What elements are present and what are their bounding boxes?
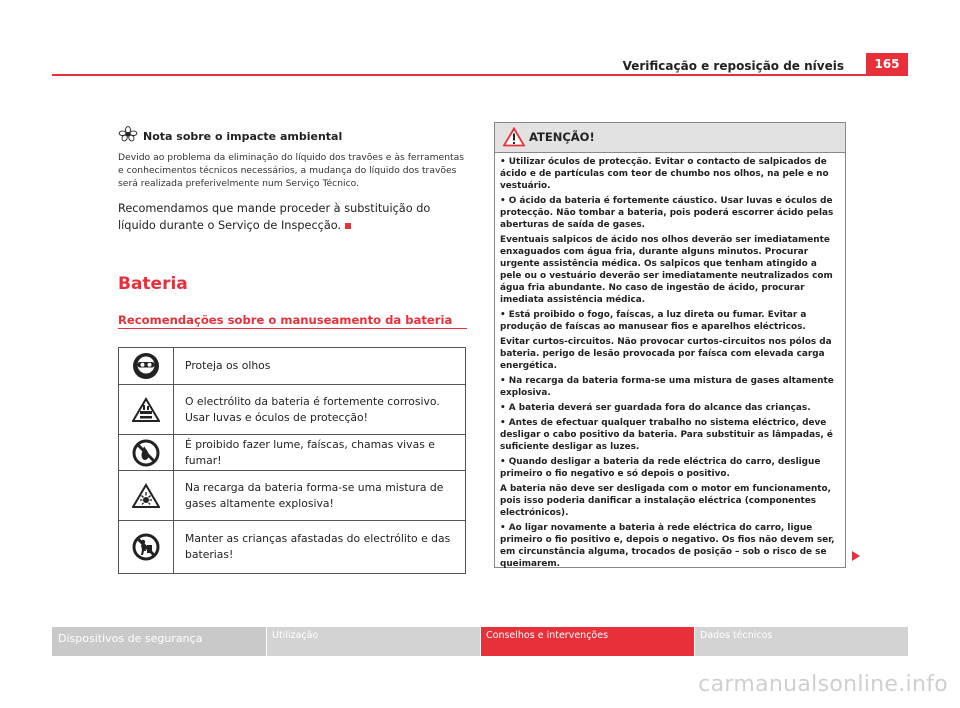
symbol-description: Proteja os olhos <box>185 359 271 372</box>
table-row <box>119 384 465 434</box>
no-fire-icon <box>132 439 160 467</box>
watermark: carmanualsonline.info <box>698 672 948 697</box>
symbol-cell <box>119 521 174 573</box>
warning-paragraph: • Quando desligar a bateria da rede eléctrica do carro, desligue primeiro o fio negativo e só depois o positivo. <box>500 457 821 479</box>
section-subtitle: Recomendações sobre o manuseamento da bateria <box>118 313 453 327</box>
page-header-title: Verificação e reposição de níveis <box>622 59 844 73</box>
symbol-cell <box>119 471 174 520</box>
table-row <box>119 520 465 573</box>
page-number: 165 <box>866 53 908 76</box>
warning-paragraph: • Está proibido o fogo, faíscas, a luz direta ou fumar. Evitar a produção de faíscas ao manusear fios e aparelhos eléctricos. <box>500 310 807 332</box>
eye-protection-icon <box>132 352 160 380</box>
warning-paragraph: Eventuais salpicos de ácido nos olhos deverão ser imediatamente enxaguados com água fria, durante alguns minutos. Procurar urgente assistência médica. Os salpicos que tenham atingido a pele ou o vestuário deverão ser imediatamente neutralizados com água fria abundante. No caso de ingestão de ácido, procurar imediata assistência médica. <box>500 235 833 305</box>
warning-triangle-icon <box>503 127 525 147</box>
symbol-cell <box>119 348 174 384</box>
nav-separator <box>480 627 481 656</box>
nav-utilizacao[interactable]: Utilização <box>266 627 480 656</box>
symbol-description: É proibido fazer lume, faíscas, chamas vivas e fumar! <box>185 437 435 467</box>
warning-paragraph: • Ao ligar novamente a bateria à rede eléctrica do carro, ligue primeiro o fio positivo e, depois o negativo. Os fios não devem ser, em circunstância alguma, trocados de posição – sob o risco de se queimarem. <box>500 523 835 569</box>
warning-title: ATENÇÃO! <box>529 130 595 144</box>
warning-paragraph: • A bateria deverá ser guardada fora do alcance das crianças. <box>500 403 811 413</box>
recommendation-text <box>118 200 468 234</box>
table-row <box>119 434 465 470</box>
warning-paragraph: • O ácido da bateria é fortemente cáustico. Usar luvas e óculos de protecção. Não tombar a bateria, pois poderá escorrer ácido pelas aberturas de saída de gases. <box>500 196 834 230</box>
header-divider <box>52 74 908 76</box>
warning-header <box>495 123 845 153</box>
nav-separator <box>694 627 695 656</box>
symbol-description: O electrólito da bateria é fortemente corrosivo. Usar luvas e óculos de protecção! <box>185 394 440 424</box>
nav-dispositivos-seguranca[interactable]: Dispositivos de segurança <box>52 627 266 656</box>
environment-note-body: Devido ao problema da eliminação do líquido dos travões e às ferramentas e conhecimentos técnicos necessários, a mudança do líquido dos travões será realizada preferivelmente num Serviço Técnico. <box>118 152 465 189</box>
recommendation-sentence: Recomendamos que mande proceder à substituição do líquido durante o Serviço de Inspecção. <box>118 202 431 232</box>
warning-body <box>500 156 840 573</box>
warning-paragraph: • Antes de efectuar qualquer trabalho no sistema eléctrico, deve desligar o cabo positivo da bateria. Para substituir as lâmpadas, é suficiente desligar as luzes. <box>500 418 833 452</box>
section-title: Bateria <box>118 274 188 294</box>
explosive-icon <box>132 483 160 509</box>
symbol-description: Manter as crianças afastadas do electrólito e das baterias! <box>185 532 451 561</box>
environment-note-title: Nota sobre o impacte ambiental <box>143 130 343 143</box>
table-row <box>119 348 465 384</box>
warning-paragraph: Evitar curtos-circuitos. Não provocar curtos-circuitos nos pólos da bateria. perigo de lesão provocada por faísca com elevada carga energética. <box>500 337 832 371</box>
symbol-description: Na recarga da bateria forma-se uma mistura de gases altamente explosiva! <box>185 480 444 510</box>
nav-conselhos-intervencoes[interactable]: Conselhos e intervenções <box>480 627 694 656</box>
warning-paragraph: • Utilizar óculos de protecção. Evitar o contacto de salpicados de ácido e de partículas com teor de chumbo nos olhos, na pele e no vestuário. <box>500 157 829 191</box>
nav-dados-tecnicos[interactable]: Dados técnicos <box>694 627 908 656</box>
end-of-section-mark <box>345 223 351 229</box>
warning-box <box>494 122 846 568</box>
subtitle-underline <box>118 328 467 329</box>
keep-children-away-icon <box>132 533 160 561</box>
table-row <box>119 470 465 520</box>
continue-arrow-icon[interactable] <box>852 551 860 561</box>
corrosive-icon <box>132 397 160 423</box>
flower-icon <box>118 126 138 142</box>
nav-separator <box>266 627 267 656</box>
battery-symbols-table <box>118 347 466 574</box>
symbol-cell <box>119 385 174 434</box>
warning-paragraph: A bateria não deve ser desligada com o motor em funcionamento, pois isso poderia danificar a instalação eléctrica (componentes electrónicos). <box>500 484 831 518</box>
symbol-cell <box>119 435 174 470</box>
warning-paragraph: • Na recarga da bateria forma-se uma mistura de gases altamente explosiva. <box>500 376 834 398</box>
